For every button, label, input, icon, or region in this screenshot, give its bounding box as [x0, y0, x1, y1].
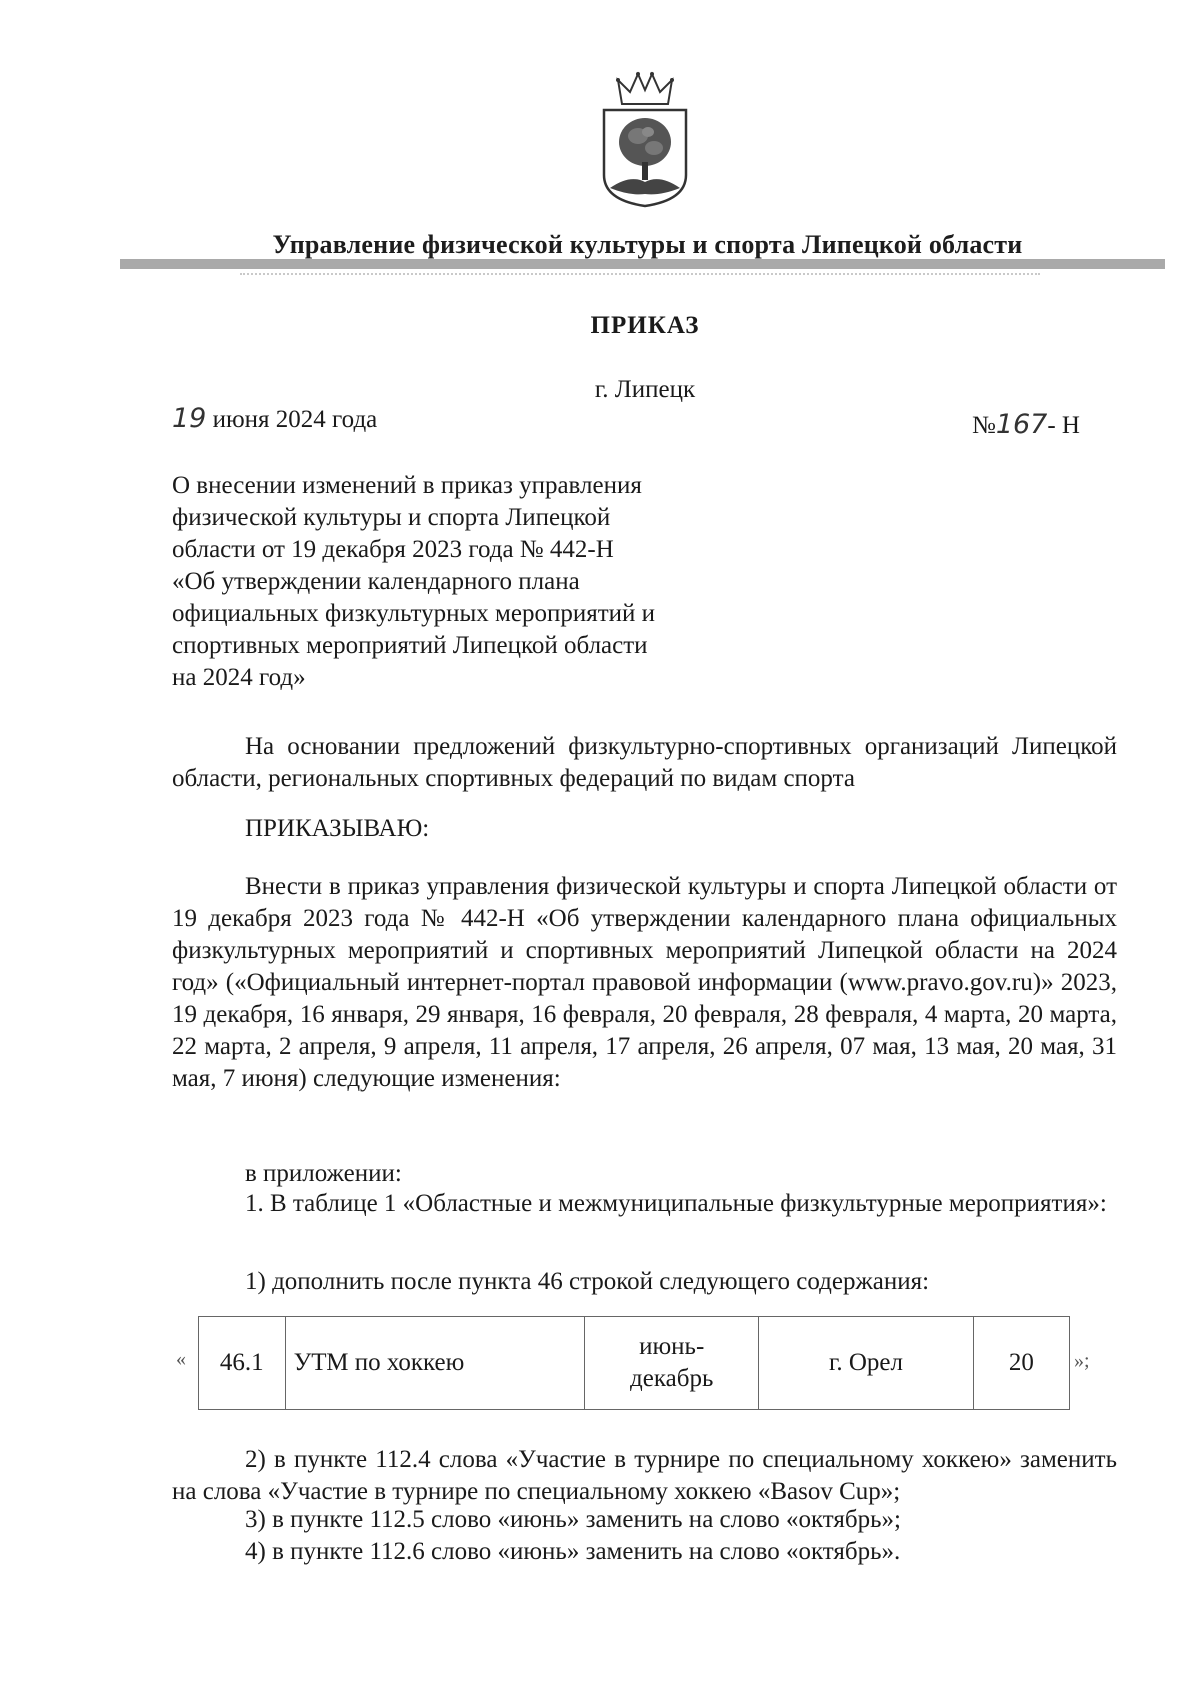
- date-day-handwritten: 19: [172, 403, 207, 434]
- sub-item-4-paragraph: 4) в пункте 112.6 слово «июнь» заменить на слово «октябрь».: [245, 1538, 901, 1565]
- cell-event-name: УТМ по хоккею: [285, 1317, 585, 1410]
- amendment-table-block: [176, 1316, 1100, 1410]
- subject-line: области от 19 декабря 2023 года № 442-Н: [172, 536, 614, 563]
- agency-name: Управление физической культуры и спорта Липецкой области: [272, 230, 1023, 259]
- header-divider: [120, 259, 1165, 269]
- table-open-quote: «: [176, 1348, 186, 1370]
- order-word: ПРИКАЗЫВАЮ:: [245, 815, 430, 842]
- header-divider-shadow: [240, 273, 1040, 278]
- table-row: [199, 1317, 1070, 1410]
- subject-line: «Об утверждении календарного плана: [172, 568, 580, 595]
- cell-place: г. Орел: [759, 1317, 974, 1410]
- document-city: г. Липецк: [594, 376, 696, 403]
- period-line-2: декабрь: [630, 1365, 714, 1392]
- coat-of-arms-emblem: [600, 70, 690, 210]
- sub-item-2-paragraph: 2) в пункте 112.4 слова «Участие в турнире по специальному хоккею» заменить на слова «Участие в турнире по специальному хоккею «Basov Cup»;: [172, 1446, 1117, 1505]
- number-prefix: №: [971, 412, 996, 439]
- number-suffix: - Н: [1047, 412, 1080, 439]
- sub-item-1-paragraph: 1) дополнить после пункта 46 строкой следующего содержания:: [245, 1268, 930, 1295]
- cell-number: 46.1: [199, 1317, 286, 1410]
- document-type: ПРИКАЗ: [590, 312, 700, 339]
- subject-line: физической культуры и спорта Липецкой: [172, 504, 611, 531]
- amendment-table: [198, 1316, 1070, 1410]
- cell-period: [585, 1317, 759, 1410]
- subject-line: спортивных мероприятий Липецкой области: [172, 632, 648, 659]
- table-close-quote: »;: [1074, 1350, 1090, 1372]
- appendix-paragraph: в приложении:: [245, 1160, 402, 1187]
- item-1-paragraph: 1. В таблице 1 «Областные и межмуниципальные физкультурные мероприятия»:: [245, 1190, 1107, 1217]
- amendment-paragraph: Внести в приказ управления физической культуры и спорта Липецкой области от 19 декабря 2023 года № 442-Н «Об утверждении календарного плана официальных физкультурных мероприятий и спортивных мероприятий Липецкой области на 2024 год» («Официальный интернет-портал правовой информации (www.pravo.gov.ru)» 2023, 19 декабря, 16 января, 29 января, 16 февраля, 20 февраля, 28 февраля, 4 марта, 20 марта, 22 марта, 2 апреля, 9 апреля, 11 апреля, 17 апреля, 26 апреля, 07 мая, 13 мая, 20 мая, 31 мая, 7 июня) следующие изменения:: [172, 873, 1117, 1092]
- document-subject: [172, 470, 752, 694]
- cell-participants: 20: [973, 1317, 1069, 1410]
- subject-line: на 2024 год»: [172, 664, 306, 691]
- subject-line: официальных физкультурных мероприятий и: [172, 600, 656, 627]
- document-number: [972, 409, 1080, 440]
- document-date: [172, 403, 377, 434]
- subject-line: О внесении изменений в приказ управления: [172, 472, 642, 499]
- date-rest: июня 2024 года: [206, 406, 378, 433]
- number-handwritten: 167: [995, 409, 1048, 440]
- basis-paragraph: На основании предложений физкультурно-спортивных организаций Липецкой области, региональных спортивных федераций по видам спорта: [172, 733, 1117, 792]
- period-line-1: июнь-: [639, 1333, 705, 1360]
- sub-item-3-paragraph: 3) в пункте 112.5 слово «июнь» заменить на слово «октябрь»;: [245, 1506, 901, 1533]
